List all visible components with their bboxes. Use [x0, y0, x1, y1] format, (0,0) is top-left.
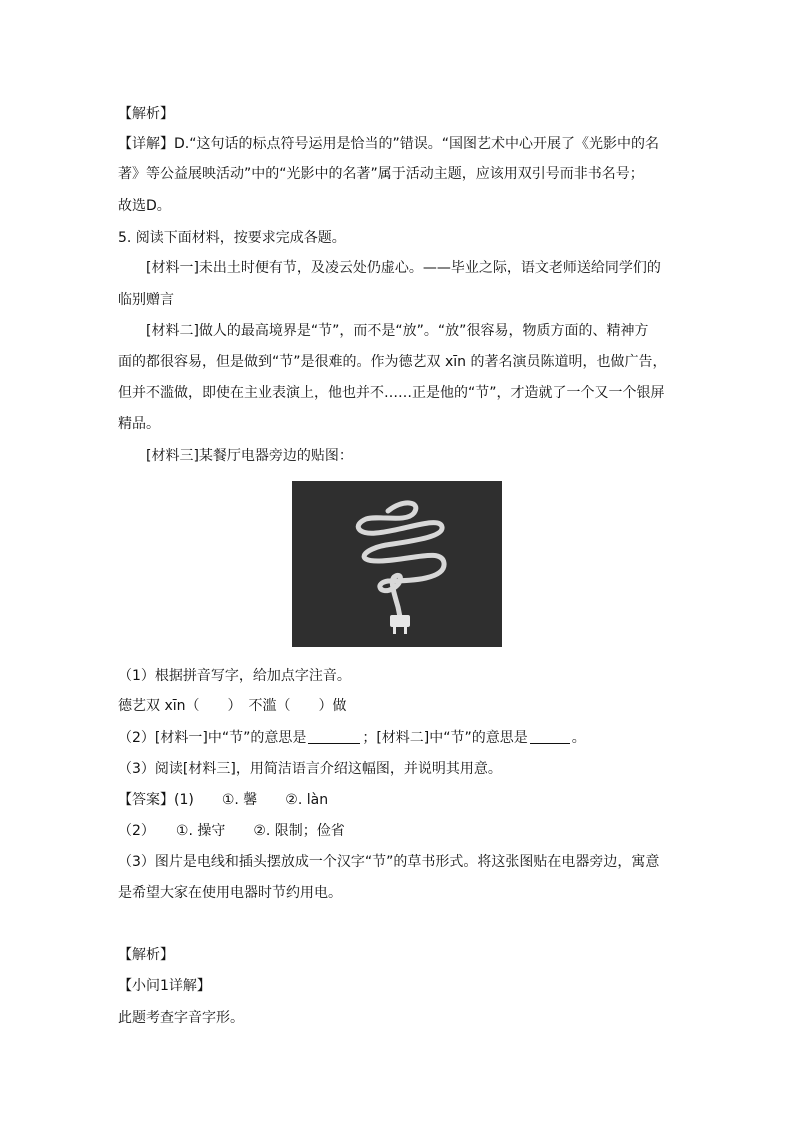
question-5-title: 5. 阅读下面材料，按要求完成各题。: [118, 230, 346, 246]
answer-3-line-1: （3）图片是电线和插头摆放成一个汉字“节”的草书形式。将这张图贴在电器旁边，寓意: [118, 854, 660, 870]
plug-body: [390, 615, 410, 627]
cord-path: [358, 503, 444, 617]
question-3: （3）阅读[材料三]，用简洁语言介绍这幅图，并说明其用意。: [118, 761, 502, 777]
question-1: （1）根据拼音写字，给加点字注音。: [118, 668, 351, 684]
material-2-line-3: 但并不滥做，即使在主业表演上，他也并不……正是他的“节”，才造就了一个又一个银屏: [118, 385, 665, 401]
question-2-part-a: （2）[材料一]中“节”的意思是: [118, 730, 307, 746]
analysis-heading: 【解析】: [118, 106, 174, 122]
material-2-line-1: [材料二]做人的最高境界是“节”，而不是“放”。“放”很容易，物质方面的、精神方: [146, 323, 649, 339]
power-cord-illustration: [292, 481, 502, 647]
plug-prong-right: [404, 626, 407, 634]
material-2-line-2: 面的都很容易，但是做到“节”是很难的。作为德艺双 xīn 的著名演员陈道明，也做广告，: [118, 354, 667, 370]
detail-paragraph-line-1: 【详解】D.“这句话的标点符号运用是恰当的”错误。“国图艺术中心开展了《光影中的名: [118, 136, 659, 152]
answer-2: （2） ①. 操守 ②. 限制；俭省: [118, 823, 345, 839]
question-2-part-b: ；[材料二]中“节”的意思是: [362, 730, 528, 746]
answer-3-line-2: 是希望大家在使用电器时节约用电。: [118, 885, 342, 901]
question-2-part-c: 。: [571, 730, 586, 746]
material-1-line-1: [材料一]未出土时便有节，及凌云处仍虚心。——毕业之际，语文老师送给同学们的: [146, 260, 661, 276]
answer-blank-2[interactable]: [530, 729, 570, 744]
detail-paragraph-line-3: 故选D。: [118, 198, 171, 214]
subquestion-1-text: 此题考查字音字形。: [118, 1010, 244, 1026]
analysis-heading-2: 【解析】: [118, 947, 174, 963]
subquestion-1-heading: 【小问1详解】: [118, 978, 211, 994]
answer-1: 【答案】(1) ①. 馨 ②. làn: [118, 792, 329, 808]
cord-jie-image: [292, 481, 502, 647]
question-2: [118, 728, 678, 748]
answer-blank-1[interactable]: [308, 729, 360, 744]
material-3-line: [材料三]某餐厅电器旁边的贴图：: [146, 448, 353, 464]
question-1-items: 德艺双 xīn（ ） 不滥（ ）做: [118, 698, 347, 714]
plug-prong-left: [393, 626, 396, 634]
material-2-line-4: 精品。: [118, 416, 160, 432]
detail-paragraph-line-2: 著》等公益展映活动”中的“光影中的名著”属于活动主题，应该用双引号而非书名号；: [118, 166, 644, 182]
material-1-line-2: 临别赠言: [118, 292, 174, 308]
